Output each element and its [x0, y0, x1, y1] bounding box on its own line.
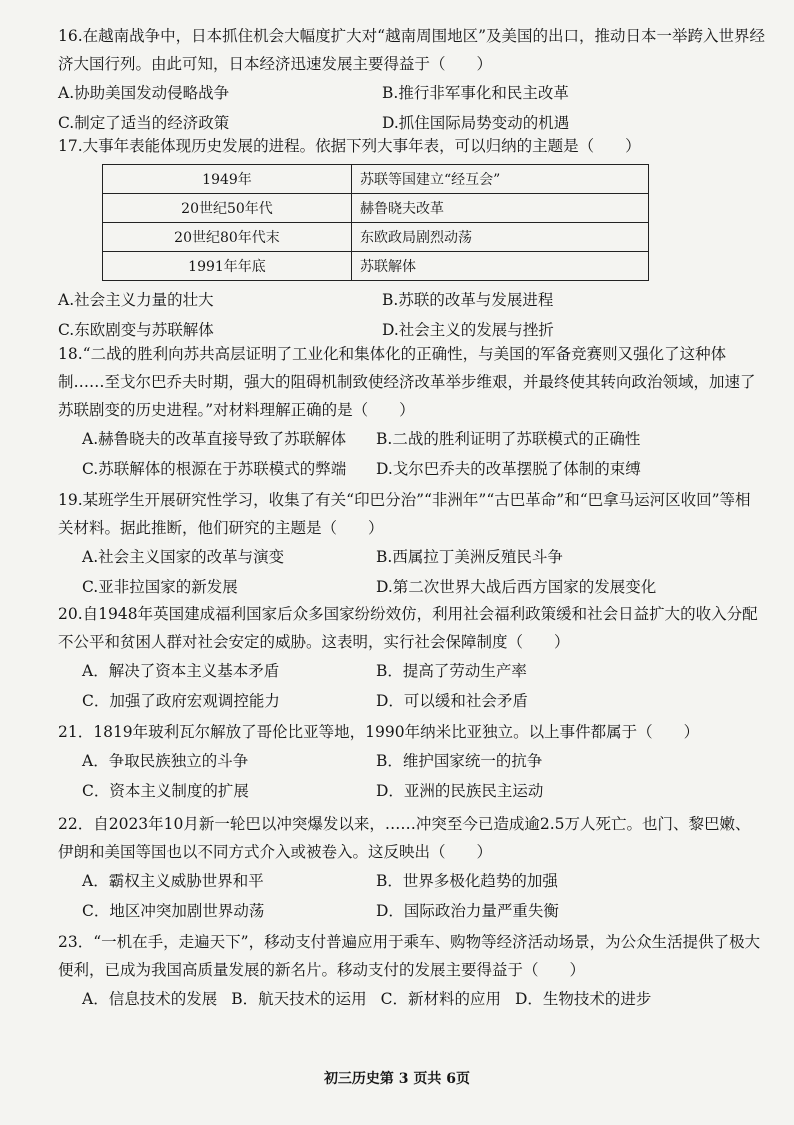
table-cell-event: 东欧政局剧烈动荡 — [352, 223, 649, 252]
table-cell-year: 20世纪80年代末 — [103, 223, 352, 252]
option-b: B．维护国家统一的抗争 — [376, 752, 543, 770]
table-row — [103, 165, 649, 194]
options — [58, 984, 766, 1014]
question-stem: 21．1819年玻利瓦尔解放了哥伦比亚等地，1990年纳米比亚独立。以上事件都属于（ ） — [58, 723, 700, 741]
option-d: D．生物技术的进步 — [514, 990, 652, 1008]
question-stem: 23．“一机在手，走遍天下”，移动支付普遍应用于乘车、购物等经济活动场景，为公众生活提供了极大便利，已成为我国高质量发展的新名片。移动支付的发展主要得益于（ ） — [58, 933, 761, 979]
table-cell-event: 苏联等国建立“经互会” — [352, 165, 649, 194]
question-stem: 19.某班学生开展研究性学习，收集了有关“印巴分治”“非洲年”“古巴革命”和“巴拿马运河区收回”等相关材料。据此推断，他们研究的主题是（ ） — [58, 491, 751, 537]
option-a: A．解决了资本主义基本矛盾 — [82, 662, 280, 680]
option-d: D．亚洲的民族民主运动 — [376, 782, 544, 800]
question-18 — [58, 340, 766, 484]
option-d: D.第二次世界大战后西方国家的发展变化 — [376, 578, 657, 596]
option-b: B．航天技术的运用 — [231, 990, 367, 1008]
question-17 — [58, 132, 766, 345]
options — [58, 542, 766, 602]
options — [58, 78, 766, 138]
table-row — [103, 223, 649, 252]
option-b: B.推行非军事化和民主改革 — [382, 84, 569, 102]
question-stem: 16.在越南战争中，日本抓住机会大幅度扩大对“越南周围地区”及美国的出口，推动日本一举跨入世界经济大国行列。由此可知，日本经济迅速发展主要得益于（ ） — [58, 27, 766, 73]
option-c: C．新材料的应用 — [380, 990, 501, 1008]
option-a: A.赫鲁晓夫的改革直接导致了苏联解体 — [82, 430, 347, 448]
question-stem: 20.自1948年英国建成福利国家后众多国家纷纷效仿，利用社会福利政策缓和社会日益扩大的收入分配不公平和贫困人群对社会安定的威胁。这表明，实行社会保障制度（ ） — [58, 605, 758, 651]
option-a: A．信息技术的发展 — [82, 990, 218, 1008]
table-cell-year: 1991年年底 — [103, 252, 352, 281]
option-d: D．国际政治力量严重失衡 — [376, 902, 559, 920]
option-c: C．资本主义制度的扩展 — [82, 782, 249, 800]
question-stem: 18.“二战的胜利向苏共高层证明了工业化和集体化的正确性，与美国的军备竞赛则又强化了这种体制……至戈尔巴乔夫时期，强大的阻碍机制致使经济改革举步维艰，并最终使其转向政治领域，加速了苏联剧变的历史进程。”对材料理解正确的是（ ） — [58, 345, 756, 419]
table-cell-event: 苏联解体 — [352, 252, 649, 281]
option-c: C．加强了政府宏观调控能力 — [82, 692, 280, 710]
option-a: A．霸权主义威胁世界和平 — [82, 872, 264, 890]
chronology-table — [102, 164, 649, 281]
question-20 — [58, 600, 766, 716]
option-c: C．地区冲突加剧世界动荡 — [82, 902, 265, 920]
question-19 — [58, 486, 766, 602]
question-22 — [58, 810, 766, 926]
option-d: D.抓住国际局势变动的机遇 — [382, 114, 570, 132]
options — [58, 424, 766, 484]
option-c: C.亚非拉国家的新发展 — [82, 578, 238, 596]
option-c: C.东欧剧变与苏联解体 — [58, 321, 214, 339]
option-b: B.二战的胜利证明了苏联模式的正确性 — [376, 430, 641, 448]
table-cell-year: 20世纪50年代 — [103, 194, 352, 223]
table-cell-event: 赫鲁晓夫改革 — [352, 194, 649, 223]
option-b: B.西属拉丁美洲反殖民斗争 — [376, 548, 563, 566]
question-stem: 17.大事年表能体现历史发展的进程。依据下列大事年表，可以归纳的主题是（ ） — [58, 137, 641, 155]
option-c: C.苏联解体的根源在于苏联模式的弊端 — [82, 460, 347, 478]
option-a: A.协助美国发动侵略战争 — [58, 84, 230, 102]
options — [58, 746, 766, 806]
table-row — [103, 252, 649, 281]
table-cell-year: 1949年 — [103, 165, 352, 194]
option-a: A.社会主义力量的壮大 — [58, 291, 214, 309]
options — [58, 656, 766, 716]
question-23 — [58, 928, 766, 1014]
page-footer: 初三历史第 3 页共 6页 — [323, 1071, 471, 1087]
option-b: B．世界多极化趋势的加强 — [376, 872, 558, 890]
question-stem: 22．自2023年10月新一轮巴以冲突爆发以来，……冲突至今已造成逾2.5万人死亡。也门、黎巴嫩、伊朗和美国等国也以不同方式介入或被卷入。这反映出（ ） — [58, 815, 751, 861]
options — [58, 285, 766, 345]
question-16 — [58, 22, 766, 138]
option-c: C.制定了适当的经济政策 — [58, 114, 230, 132]
option-d: D．可以缓和社会矛盾 — [376, 692, 528, 710]
option-b: B.苏联的改革与发展进程 — [382, 291, 554, 309]
option-b: B．提高了劳动生产率 — [376, 662, 527, 680]
option-d: D.戈尔巴乔夫的改革摆脱了体制的束缚 — [376, 460, 641, 478]
option-a: A.社会主义国家的改革与演变 — [82, 548, 285, 566]
options — [58, 866, 766, 926]
option-d: D.社会主义的发展与挫折 — [382, 321, 554, 339]
table-row — [103, 194, 649, 223]
question-21 — [58, 718, 766, 806]
option-a: A．争取民族独立的斗争 — [82, 752, 249, 770]
